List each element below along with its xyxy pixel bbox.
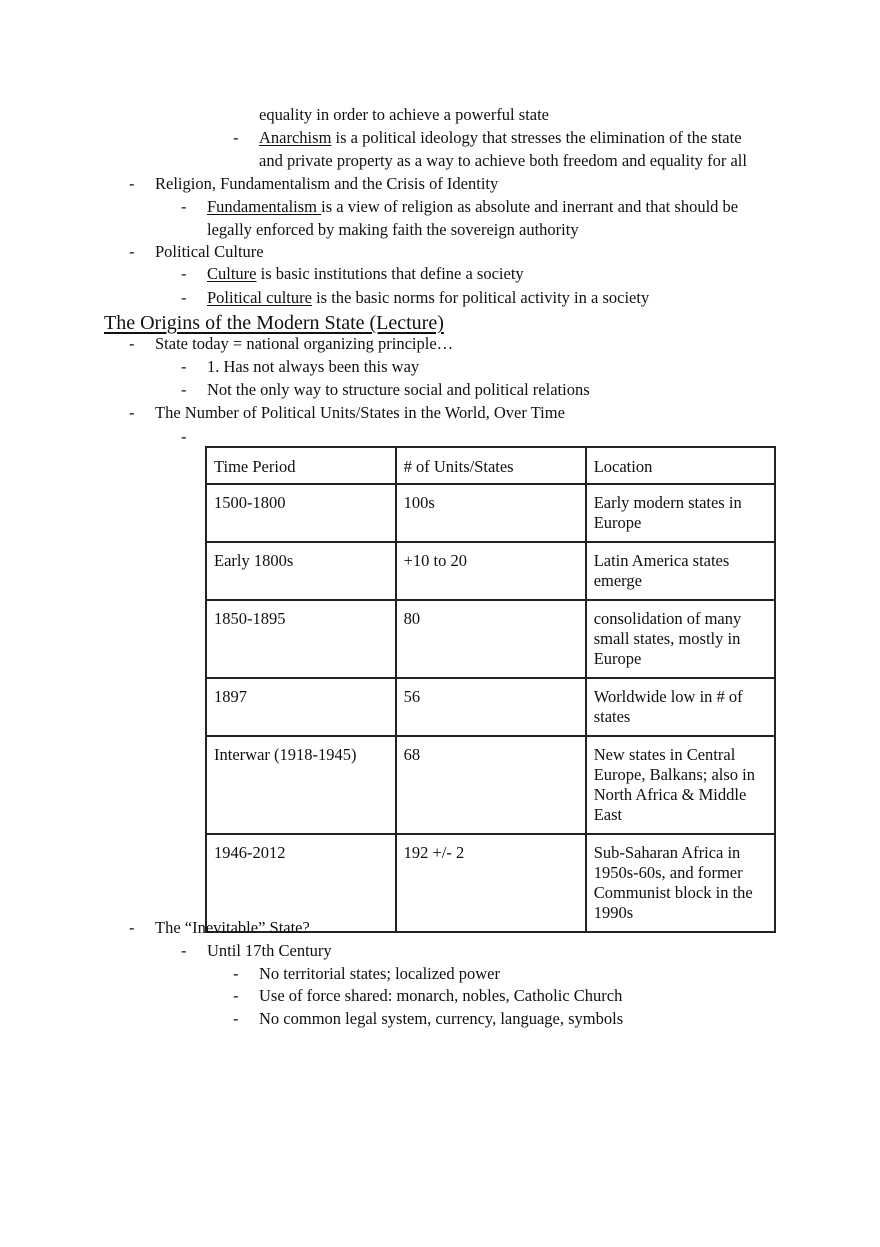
inevitable-item: No common legal system, currency, language, symbols xyxy=(259,1009,624,1028)
cell-units: 56 xyxy=(396,678,586,736)
state-today-bullet: State today = national organizing principle… xyxy=(155,334,454,353)
table-row xyxy=(206,736,775,834)
cell-units: 80 xyxy=(396,600,586,678)
cell-time-period: Early 1800s xyxy=(206,542,396,600)
bullet-dash: - xyxy=(233,128,239,147)
bullet-dash: - xyxy=(181,197,187,216)
cell-location: Early modern states in Europe xyxy=(586,484,775,542)
table-row xyxy=(206,600,775,678)
political-culture-term: Political culture xyxy=(207,288,312,307)
cell-time-period: 1946-2012 xyxy=(206,834,396,932)
state-today-sub-2: Not the only way to structure social and political relations xyxy=(207,380,590,399)
culture-text: is basic institutions that define a society xyxy=(256,264,524,283)
religion-bullet: Religion, Fundamentalism and the Crisis of Identity xyxy=(155,174,499,193)
cell-location: Sub-Saharan Africa in 1950s-60s, and former Communist block in the 1990s xyxy=(586,834,775,932)
culture-definition xyxy=(207,264,524,284)
cell-units: 68 xyxy=(396,736,586,834)
bullet-dash: - xyxy=(181,288,187,307)
political-culture-definition xyxy=(207,288,649,308)
inevitable-item: No territorial states; localized power xyxy=(259,964,500,983)
header-time-period: Time Period xyxy=(206,447,396,484)
anarchism-text-1: is a political ideology that stresses the elimination of the state xyxy=(331,128,742,147)
fundamentalism-term: Fundamentalism xyxy=(207,197,322,216)
continuation-text: equality in order to achieve a powerful state xyxy=(259,105,550,124)
bullet-dash: - xyxy=(129,403,135,422)
bullet-dash: - xyxy=(129,242,135,261)
fundamentalism-text-1: is a view of religion as absolute and inerrant and that should be xyxy=(321,197,739,216)
cell-units: 192 +/- 2 xyxy=(396,834,586,932)
table-row xyxy=(206,678,775,736)
cell-location: Worldwide low in # of states xyxy=(586,678,775,736)
bullet-dash: - xyxy=(233,986,239,1005)
anarchism-definition xyxy=(259,128,742,148)
inevitable-state-bullet: The “Inevitable” State? xyxy=(155,918,310,937)
inevitable-item: Use of force shared: monarch, nobles, Catholic Church xyxy=(259,986,623,1005)
cell-location: consolidation of many small states, mostly in Europe xyxy=(586,600,775,678)
section-heading-text: The Origins of the Modern State (Lecture) xyxy=(104,312,444,334)
section-heading xyxy=(104,311,472,335)
cell-location: New states in Central Europe, Balkans; also in North Africa & Middle East xyxy=(586,736,775,834)
bullet-dash: - xyxy=(181,941,187,960)
states-over-time-table xyxy=(205,446,776,933)
cell-units: 100s xyxy=(396,484,586,542)
bullet-dash: - xyxy=(181,357,187,376)
bullet-dash: - xyxy=(233,1009,239,1028)
cell-time-period: Interwar (1918-1945) xyxy=(206,736,396,834)
bullet-dash: - xyxy=(129,174,135,193)
cell-location: Latin America states emerge xyxy=(586,542,775,600)
bullet-dash: - xyxy=(181,264,187,283)
until-17th-century: Until 17th Century xyxy=(207,941,332,960)
cell-time-period: 1897 xyxy=(206,678,396,736)
fundamentalism-definition xyxy=(207,197,738,217)
fundamentalism-text-2: legally enforced by making faith the sovereign authority xyxy=(207,220,579,239)
state-today-sub-1: 1. Has not always been this way xyxy=(207,357,420,376)
header-location: Location xyxy=(586,447,775,484)
table-row xyxy=(206,542,775,600)
bullet-dash: - xyxy=(129,334,135,353)
heading-underline-trail xyxy=(444,311,472,335)
political-culture-bullet: Political Culture xyxy=(155,242,264,261)
anarchism-term: Anarchism xyxy=(259,128,332,147)
bullet-dash: - xyxy=(233,964,239,983)
bullet-dash: - xyxy=(181,380,187,399)
culture-term: Culture xyxy=(207,264,257,283)
anarchism-text-2: and private property as a way to achieve both freedom and equality for all xyxy=(259,151,747,170)
number-of-units-bullet: The Number of Political Units/States in the World, Over Time xyxy=(155,403,565,422)
bullet-dash: - xyxy=(181,427,187,446)
bullet-dash: - xyxy=(129,918,135,937)
cell-time-period: 1850-1895 xyxy=(206,600,396,678)
table-row xyxy=(206,484,775,542)
table-header-row xyxy=(206,447,775,484)
political-culture-text: is the basic norms for political activity in a society xyxy=(311,288,650,307)
cell-time-period: 1500-1800 xyxy=(206,484,396,542)
cell-units: +10 to 20 xyxy=(396,542,586,600)
header-units-states: # of Units/States xyxy=(396,447,586,484)
